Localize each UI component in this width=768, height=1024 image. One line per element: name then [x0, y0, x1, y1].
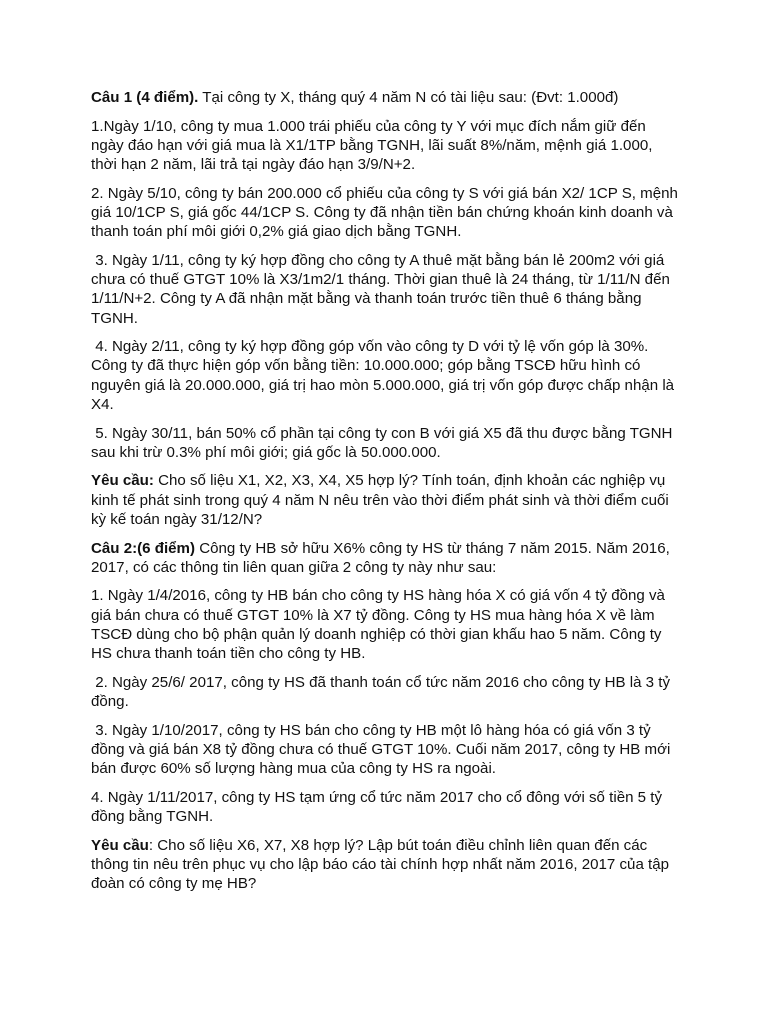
question-1-heading [91, 88, 681, 107]
q1-requirement [91, 471, 681, 529]
q1-item-2 [91, 184, 681, 242]
q1-requirement-text: Cho số liệu X1, X2, X3, X4, X5 hợp lý? Tính toán, định khoản các nghiệp vụ kinh tế phát sinh trong quý 4 năm N nêu trên vào thời điểm phát sinh và thời điểm cuối kỳ kế toán ngày 31/12/N? [91, 472, 673, 528]
q2-item-3-text: 3. Ngày 1/10/2017, công ty HS bán cho công ty HB một lô hàng hóa có giá vốn 3 tỷ đồng và giá bán X8 tỷ đồng chưa có thuế GTGT 10%. Cuối năm 2017, công ty HB mới bán được 60% số lượng hàng mua của công ty HS ra ngoài. [91, 721, 675, 778]
q1-item-5-text: 5. Ngày 30/11, bán 50% cổ phần tại công ty con B với giá X5 đã thu được bằng TGNH sau khi trừ 0.3% phí môi giới; giá gốc là 50.000.000. [91, 424, 677, 461]
q2-item-3 [91, 721, 681, 779]
question-1-label: Câu 1 (4 điểm). [91, 89, 199, 106]
q1-item-4 [91, 337, 681, 414]
document-page [91, 88, 681, 903]
question-2-label: Câu 2:(6 điểm) [91, 539, 195, 557]
q1-item-3 [91, 251, 681, 328]
q1-item-3-text: 3. Ngày 1/11, công ty ký hợp đồng cho công ty A thuê mặt bằng bán lẻ 200m2 với giá chưa có thuế GTGT 10% là X3/1m2/1 tháng. Thời gian thuê là 24 tháng, từ 1/11/N đến 1/11/N+2. Công ty A đã nhận mặt bằng và thanh toán trước tiền thuê 6 tháng bằng TGNH. [91, 251, 675, 327]
question-1-intro: Tại công ty X, tháng quý 4 năm N có tài liệu sau: (Đvt: 1.000đ) [198, 89, 619, 106]
question-2-intro: Công ty HB sở hữu X6% công ty HS từ tháng 7 năm 2015. Năm 2016, 2017, có các thông tin liên quan giữa 2 công ty này như sau: [91, 539, 674, 576]
q2-item-1 [91, 586, 681, 663]
q2-item-2-text: 2. Ngày 25/6/ 2017, công ty HS đã thanh toán cổ tức năm 2016 cho công ty HB là 3 tỷ đồng. [91, 673, 675, 710]
q2-requirement [91, 836, 681, 894]
q2-requirement-text: : Cho số liệu X6, X7, X8 hợp lý? Lập bút toán điều chỉnh liên quan đến các thông tin nêu trên phục vụ cho lập báo cáo tài chính hợp nhất năm 2016, 2017 của tập đoàn có công ty mẹ HB? [91, 836, 674, 893]
q1-item-5 [91, 424, 681, 462]
q2-requirement-label: Yêu cầu [91, 836, 149, 854]
q1-item-4-text: 4. Ngày 2/11, công ty ký hợp đồng góp vốn vào công ty D với tỷ lệ vốn góp là 30%. Công ty đã thực hiện góp vốn bằng tiền: 10.000.000; góp bằng TSCĐ hữu hình có nguyên giá là 20.000.000, giá trị hao mòn 5.000.000, giá trị vốn góp được chấp nhận là X4. [91, 338, 679, 413]
q1-requirement-label: Yêu cầu: [91, 472, 154, 490]
q1-item-2-text: 2. Ngày 5/10, công ty bán 200.000 cổ phiếu của công ty S với giá bán X2/ 1CP S, mệnh giá 10/1CP S, giá gốc 44/1CP S. Công ty đã nhận tiền bán chứng khoán kinh doanh và thanh toán phí môi giới 0,2% giá giao dịch bằng TGNH. [91, 184, 683, 241]
q2-item-2 [91, 673, 681, 711]
question-2-heading [91, 539, 681, 577]
q1-item-1 [91, 117, 681, 175]
q2-item-1-text: 1. Ngày 1/4/2016, công ty HB bán cho công ty HS hàng hóa X có giá vốn 4 tỷ đồng và giá bán chưa có thuế GTGT 10% là X7 tỷ đồng. Công ty HS mua hàng hóa X về làm TSCĐ dùng cho bộ phận quản lý doanh nghiệp có thời gian khấu hao 5 năm. Công ty HS chưa thanh toán tiền cho công ty HB. [91, 587, 670, 663]
q2-item-4-text: 4. Ngày 1/11/2017, công ty HS tạm ứng cổ tức năm 2017 cho cổ đông với số tiền 5 tỷ đồng bằng TGNH. [91, 788, 667, 825]
q1-item-1-text: 1.Ngày 1/10, công ty mua 1.000 trái phiếu của công ty Y với mục đích nắm giữ đến ngày đáo hạn với giá mua là X1/1TP bằng TGNH, lãi suất 8%/năm, mệnh giá 1.000, thời hạn 2 năm, lãi trả tại ngày đáo hạn 3/9/N+2. [91, 117, 657, 174]
q2-item-4 [91, 788, 681, 826]
